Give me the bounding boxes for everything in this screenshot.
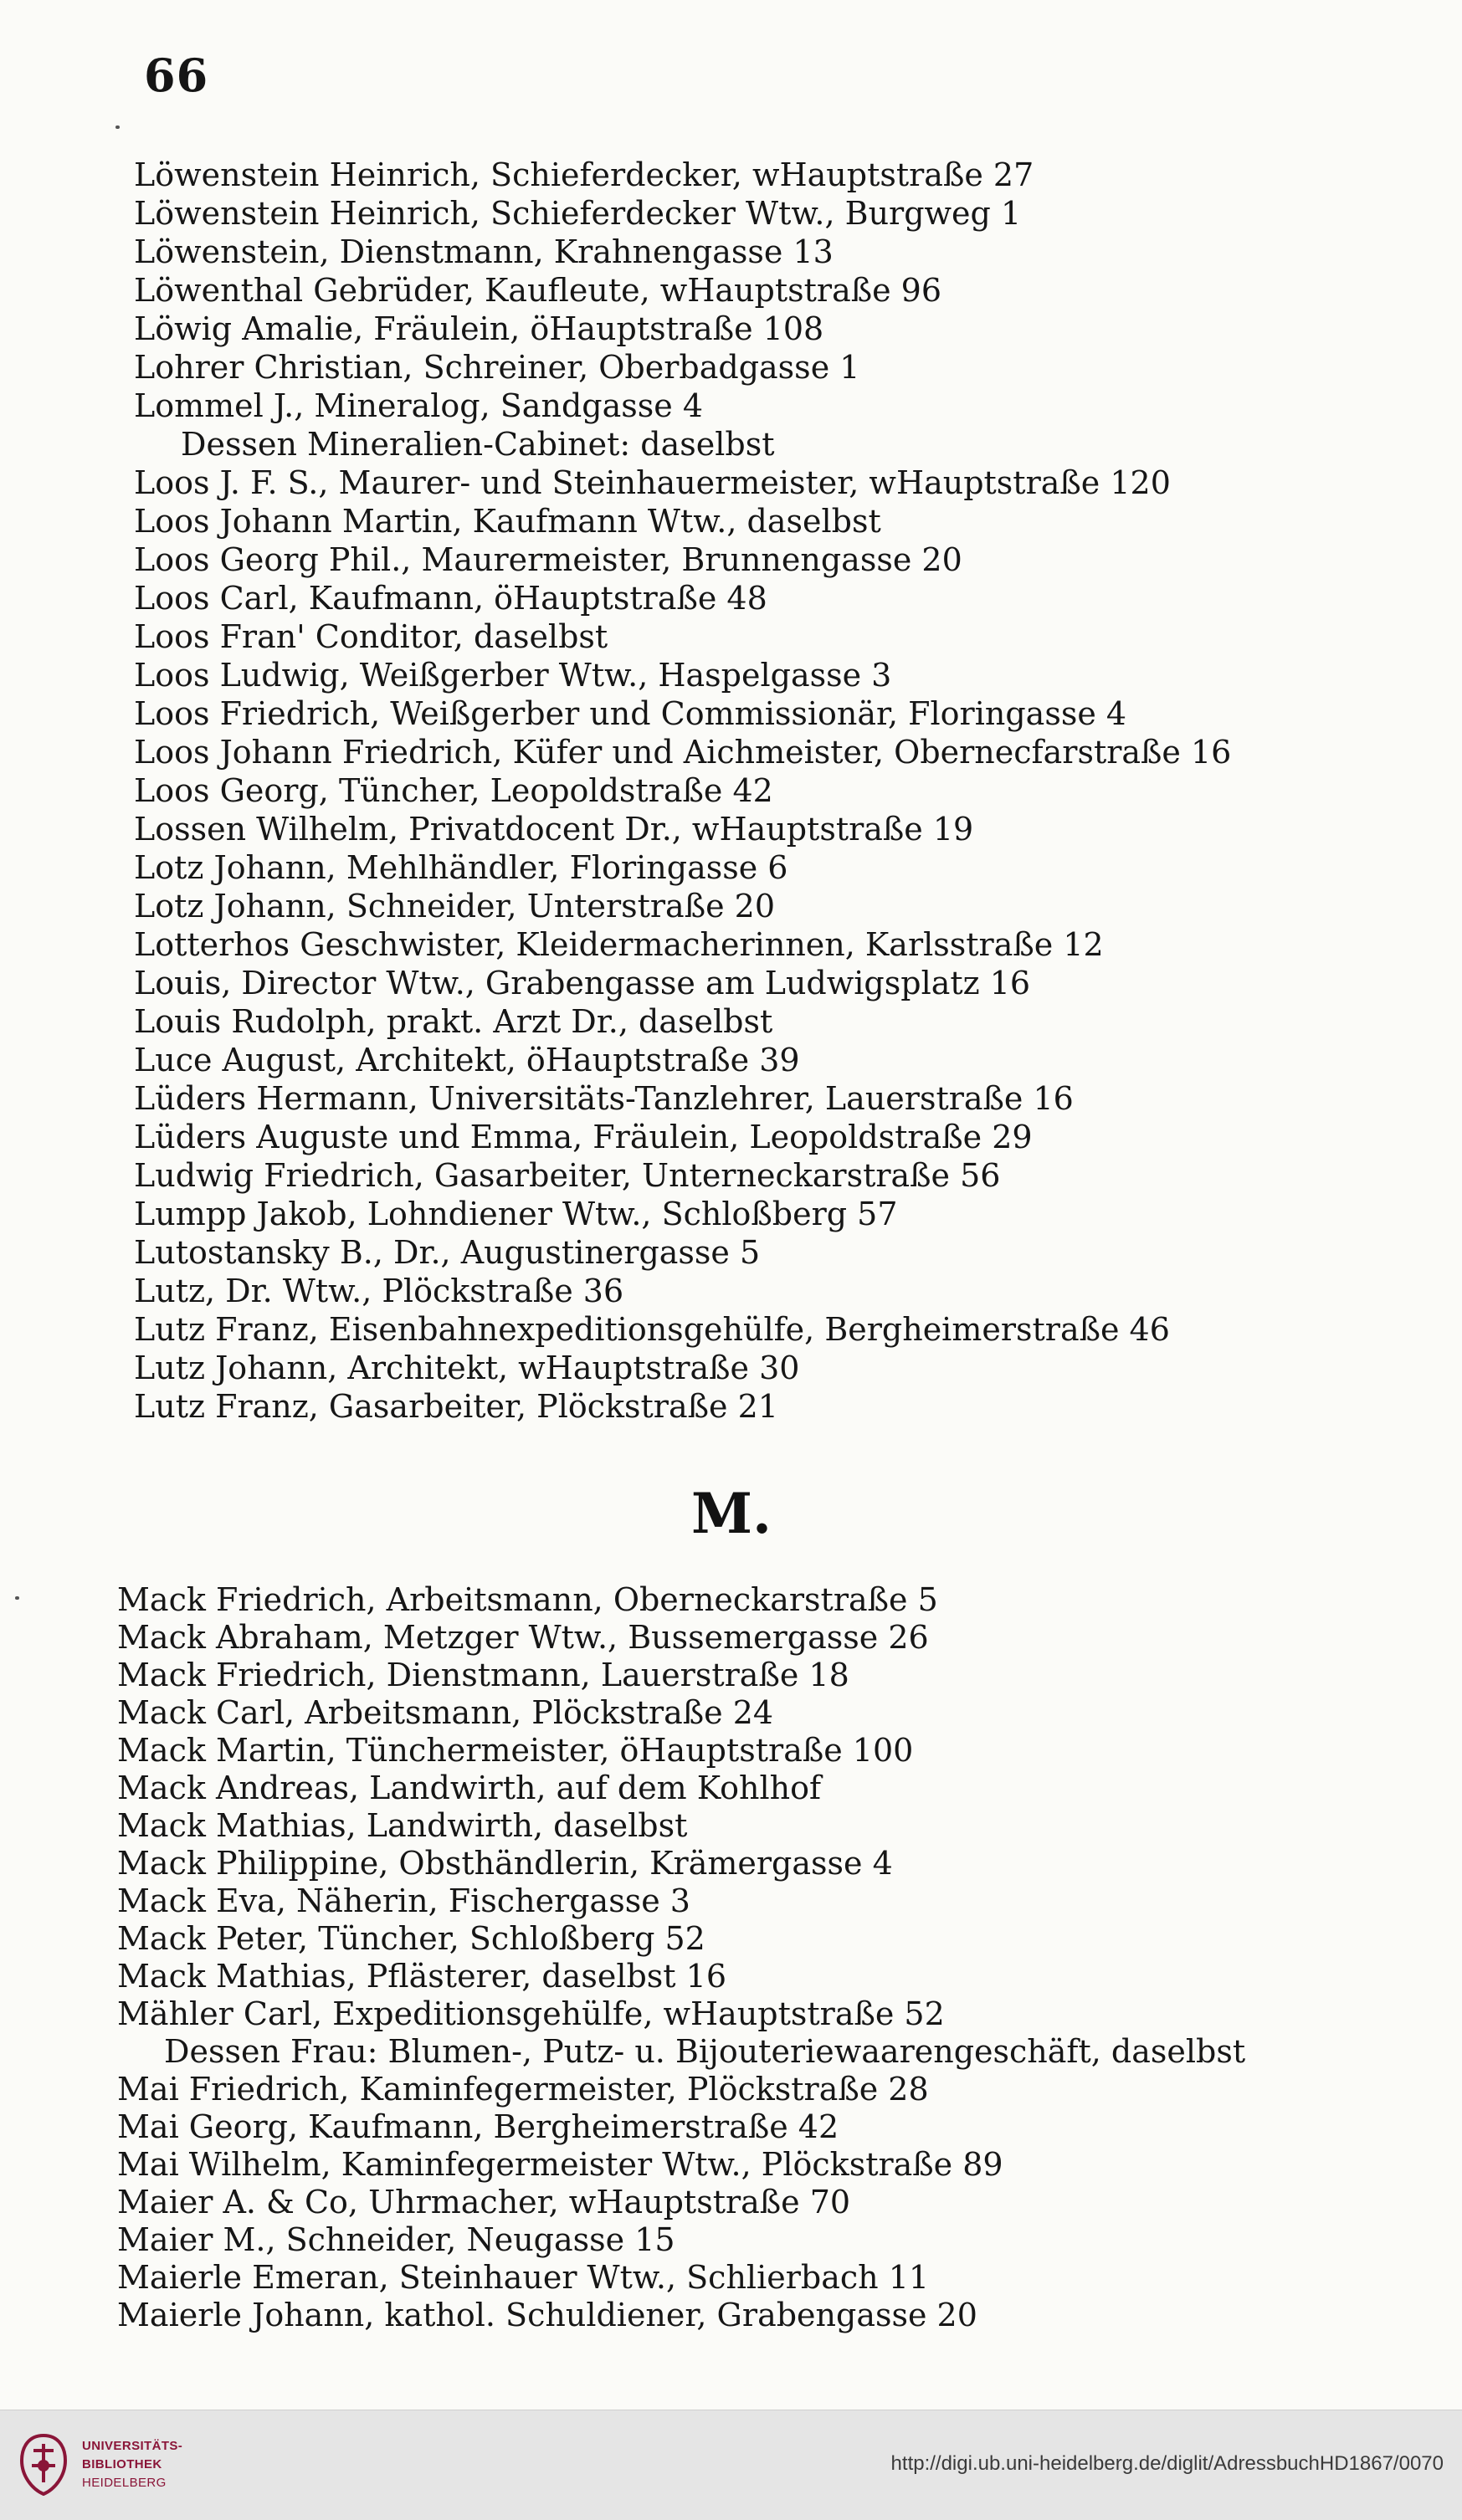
directory-entries-m <box>117 1581 1356 2334</box>
directory-entry: Mack Philippine, Obsthändlerin, Krämergasse 4 <box>117 1845 893 1882</box>
directory-entry: Lommel J., Mineralog, Sandgasse 4 <box>134 387 703 424</box>
directory-entry: Mack Peter, Tüncher, Schloßberg 52 <box>117 1920 705 1957</box>
directory-entry: Mack Mathias, Pflästerer, daselbst 16 <box>117 1958 727 1995</box>
directory-entry: Loos Carl, Kaufmann, öHauptstraße 48 <box>134 580 767 617</box>
directory-entry: Louis, Director Wtw., Grabengasse am Ludwigsplatz 16 <box>134 965 1031 1001</box>
directory-entry: Mack Martin, Tünchermeister, öHauptstraße 100 <box>117 1732 914 1769</box>
directory-entry: Mähler Carl, Expeditionsgehülfe, wHauptstraße 52 <box>117 1995 945 2032</box>
directory-entry: Mack Mathias, Landwirth, daselbst <box>117 1807 688 1844</box>
directory-entry: Mai Wilhelm, Kaminfegermeister Wtw., Plöckstraße 89 <box>117 2146 1003 2183</box>
page-number: 66 <box>144 49 209 102</box>
directory-entry: Lutostansky B., Dr., Augustinergasse 5 <box>134 1234 761 1271</box>
directory-entry: Mack Friedrich, Dienstmann, Lauerstraße 18 <box>117 1657 849 1693</box>
directory-entry: Löwenstein Heinrich, Schieferdecker, wHauptstraße 27 <box>134 156 1034 193</box>
directory-entry: Löwenstein, Dienstmann, Krahnengasse 13 <box>134 233 834 270</box>
directory-entry: Maierle Johann, kathol. Schuldiener, Grabengasse 20 <box>117 2297 977 2333</box>
directory-entry: Lüders Hermann, Universitäts-Tanzlehrer, Lauerstraße 16 <box>134 1080 1074 1117</box>
permalink-url[interactable]: http://digi.ub.uni-heidelberg.de/diglit/AdressbuchHD1867/0070 <box>890 2452 1444 2475</box>
institution-line-1: UNIVERSITÄTS- <box>82 2439 183 2453</box>
directory-entry: Loos Georg Phil., Maurermeister, Brunnengasse 20 <box>134 541 962 578</box>
scan-speck <box>15 1596 19 1600</box>
university-seal-icon <box>17 2432 70 2497</box>
institution-line-2: BIBLIOTHEK <box>82 2457 162 2471</box>
directory-entry: Mack Abraham, Metzger Wtw., Bussemergasse 26 <box>117 1619 929 1656</box>
directory-entry: Loos Johann Friedrich, Küfer und Aichmeister, Obernecfarstraße 16 <box>134 734 1232 771</box>
directory-entry: Löwenthal Gebrüder, Kaufleute, wHauptstraße 96 <box>134 272 942 309</box>
library-logo-text <box>82 2437 182 2492</box>
directory-entry: Lohrer Christian, Schreiner, Oberbadgasse 1 <box>134 349 860 386</box>
directory-entry: Lutz Franz, Eisenbahnexpeditionsgehülfe, Bergheimerstraße 46 <box>134 1311 1170 1348</box>
directory-entry: Loos Johann Martin, Kaufmann Wtw., daselbst <box>134 503 881 540</box>
directory-entry: Lossen Wilhelm, Privatdocent Dr., wHauptstraße 19 <box>134 811 974 848</box>
directory-entry: Löwenstein Heinrich, Schieferdecker Wtw., Burgweg 1 <box>134 195 1022 232</box>
directory-entry: Mai Friedrich, Kaminfegermeister, Plöckstraße 28 <box>117 2071 929 2108</box>
directory-entry: Mack Carl, Arbeitsmann, Plöckstraße 24 <box>117 1694 774 1731</box>
directory-entry: Loos J. F. S., Maurer- und Steinhauermeister, wHauptstraße 120 <box>134 464 1171 501</box>
directory-entry: Lotterhos Geschwister, Kleidermacherinnen, Karlsstraße 12 <box>134 926 1104 963</box>
directory-entry: Loos Georg, Tüncher, Leopoldstraße 42 <box>134 772 773 809</box>
section-heading-m: M. <box>691 1481 772 1546</box>
directory-entry: Maier A. & Co, Uhrmacher, wHauptstraße 70 <box>117 2184 851 2220</box>
directory-entry: Maier M., Schneider, Neugasse 15 <box>117 2221 675 2258</box>
directory-entry: Lumpp Jakob, Lohndiener Wtw., Schloßberg 57 <box>134 1196 898 1232</box>
scan-speck <box>115 125 120 129</box>
directory-entry: Louis Rudolph, prakt. Arzt Dr., daselbst <box>134 1003 773 1040</box>
directory-entry: Lüders Auguste und Emma, Fräulein, Leopoldstraße 29 <box>134 1119 1033 1155</box>
directory-entry: Ludwig Friedrich, Gasarbeiter, Unterneckarstraße 56 <box>134 1157 1001 1194</box>
institution-line-3: HEIDELBERG <box>82 2476 167 2490</box>
directory-entry: Lotz Johann, Schneider, Unterstraße 20 <box>134 888 776 925</box>
directory-entry: Mack Andreas, Landwirth, auf dem Kohlhof <box>117 1770 822 1806</box>
directory-entry: Löwig Amalie, Fräulein, öHauptstraße 108 <box>134 310 824 347</box>
directory-entry: Mai Georg, Kaufmann, Bergheimerstraße 42 <box>117 2108 839 2145</box>
directory-entry: Mack Friedrich, Arbeitsmann, Oberneckarstraße 5 <box>117 1581 938 1618</box>
directory-entry: Loos Ludwig, Weißgerber Wtw., Haspelgasse 3 <box>134 657 892 694</box>
directory-entry: Lutz, Dr. Wtw., Plöckstraße 36 <box>134 1273 624 1309</box>
directory-entry: Mack Eva, Näherin, Fischergasse 3 <box>117 1882 690 1919</box>
directory-entry: Loos Friedrich, Weißgerber und Commissionär, Floringasse 4 <box>134 695 1127 732</box>
directory-entry: Lotz Johann, Mehlhändler, Floringasse 6 <box>134 849 788 886</box>
directory-entries-l <box>134 156 1372 1426</box>
directory-sub-entry: Dessen Mineralien-Cabinet: daselbst <box>181 426 775 463</box>
viewer-footer <box>0 2410 1462 2520</box>
directory-entry: Lutz Franz, Gasarbeiter, Plöckstraße 21 <box>134 1388 778 1425</box>
directory-entry: Lutz Johann, Architekt, wHauptstraße 30 <box>134 1350 800 1386</box>
directory-entry: Luce August, Architekt, öHauptstraße 39 <box>134 1042 800 1078</box>
directory-entry: Loos Fran' Conditor, daselbst <box>134 618 608 655</box>
directory-sub-entry: Dessen Frau: Blumen-, Putz- u. Bijouteriewaarengeschäft, daselbst <box>164 2033 1246 2070</box>
directory-entry: Maierle Emeran, Steinhauer Wtw., Schlierbach 11 <box>117 2259 930 2296</box>
